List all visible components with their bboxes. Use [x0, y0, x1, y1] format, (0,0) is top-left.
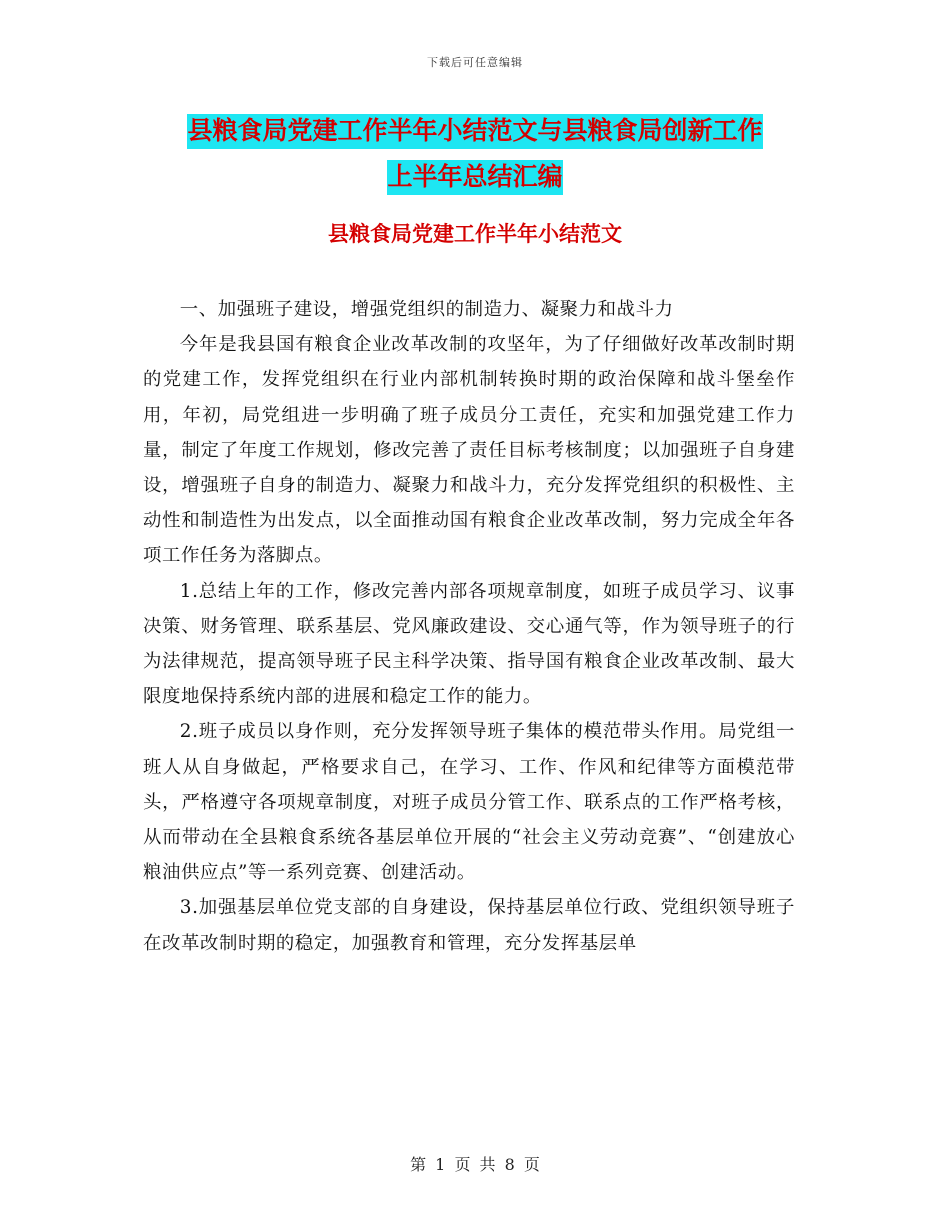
paragraph: 3.加强基层单位党支部的自身建设，保持基层单位行政、党组织领导班子在改革改制时期的稳定，加强教育和管理，充分发挥基层单: [143, 897, 795, 954]
document-title: [0, 108, 950, 200]
body-text: [143, 292, 795, 961]
paragraph-heading: 一、加强班子建设，增强党组织的制造力、凝聚力和战斗力: [179, 299, 674, 320]
page-number-footer: 第 1 页 共 8 页: [410, 1155, 540, 1174]
title-line-2: 上半年总结汇编: [387, 160, 562, 195]
paragraph: 2.班子成员以身作则，充分发挥领导班子集体的模范带头作用。局党组一班人从自身做起，严格要求自己，在学习、工作、作风和纪律等方面模范带头，严格遵守各项规章制度，对班子成员分管工作、联系点的工作严格考核，从而带动在全县粮食系统各基层单位开展的“社会主义劳动竞赛”、“创建放心粮油供应点”等一系列竞赛、创建活动。: [143, 721, 795, 884]
header-note: 下载后可任意编辑: [427, 56, 523, 69]
section-title: 县粮食局党建工作半年小结范文: [328, 222, 622, 246]
paragraph: 1.总结上年的工作，修改完善内部各项规章制度，如班子成员学习、议事决策、财务管理、联系基层、党风廉政建设、交心通气等，作为领导班子的行为法律规范，提高领导班子民主科学决策、指导国有粮食企业改革改制、最大限度地保持系统内部的进展和稳定工作的能力。: [143, 580, 795, 708]
paragraph: 今年是我县国有粮食企业改革改制的攻坚年，为了仔细做好改革改制时期的党建工作，发挥党组织在行业内部机制转换时期的政治保障和战斗堡垒作用，年初，局党组进一步明确了班子成员分工责任，充实和加强党建工作力量，制定了年度工作规划，修改完善了责任目标考核制度；以加强班子自身建设，增强班子自身的制造力、凝聚力和战斗力，充分发挥党组织的积极性、主动性和制造性为出发点，以全面推动国有粮食企业改革改制，努力完成全年各项工作任务为落脚点。: [143, 334, 795, 567]
title-line-1: 县粮食局党建工作半年小结范文与县粮食局创新工作: [187, 114, 762, 149]
